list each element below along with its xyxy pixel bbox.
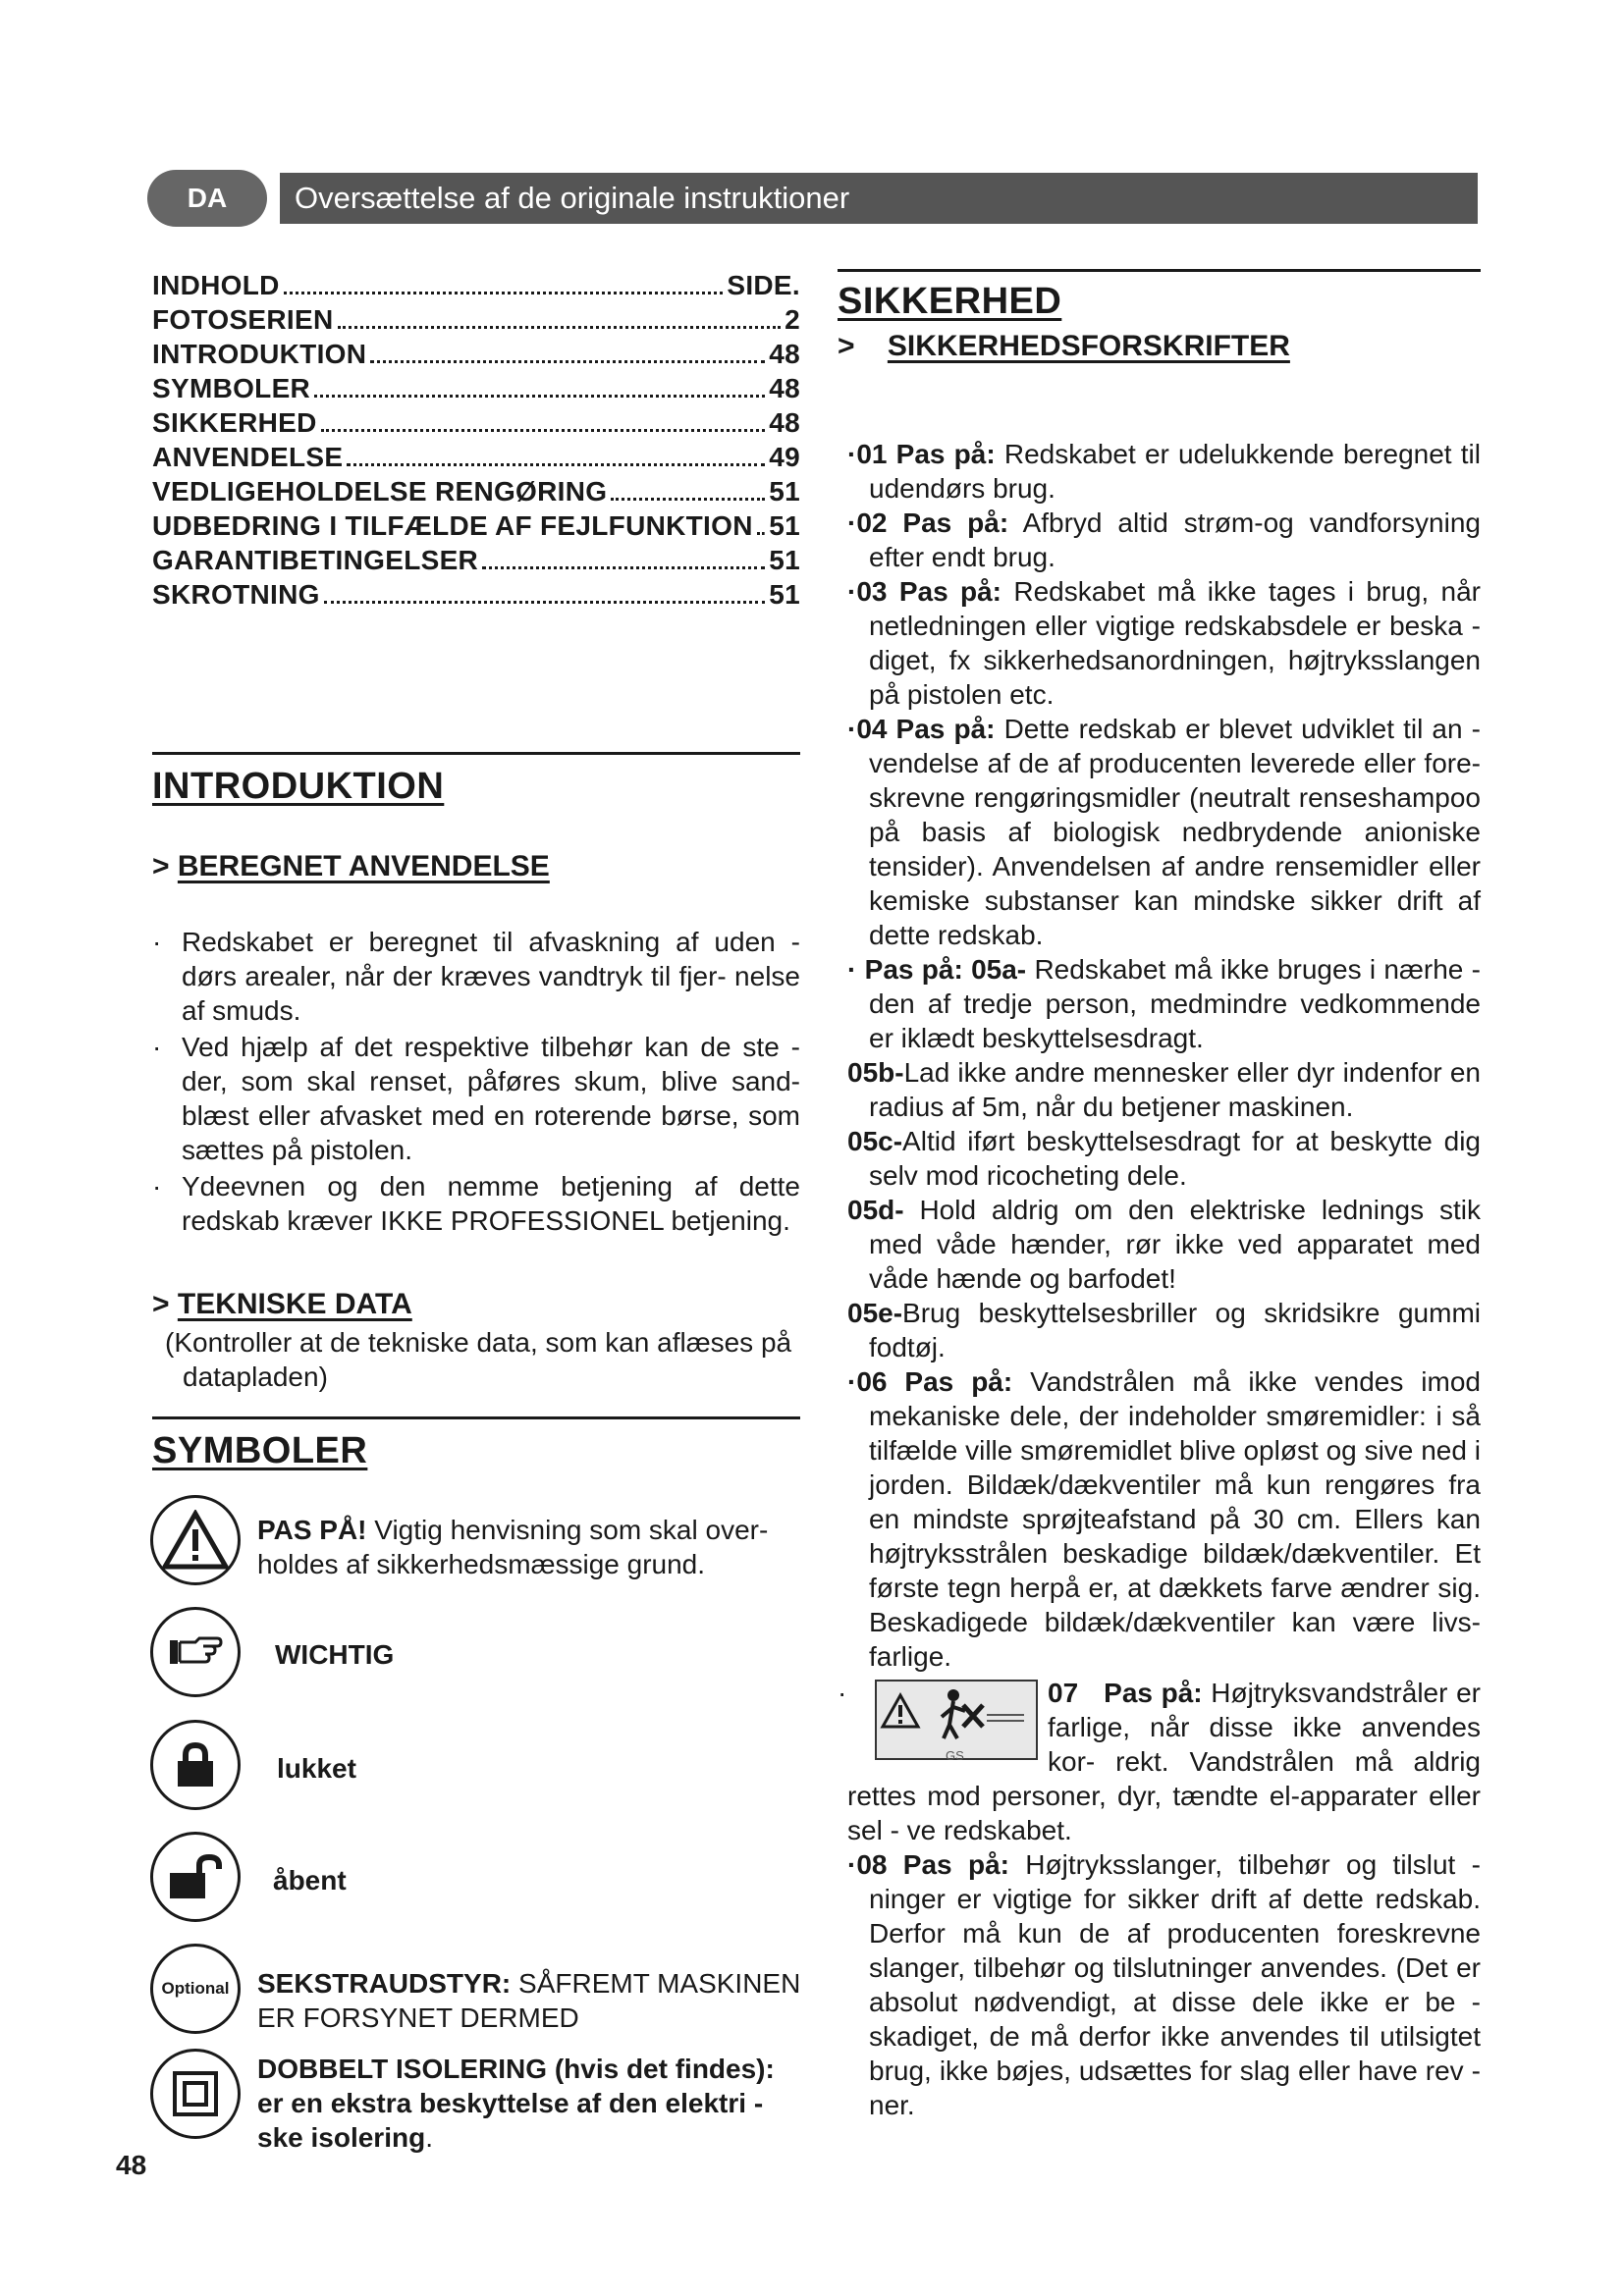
toc-label: FOTOSERIEN: [152, 304, 334, 335]
page-number: 48: [116, 2150, 147, 2180]
toc-row: [152, 407, 800, 442]
symbols-heading: SYMBOLER: [152, 1430, 368, 1471]
pointing-hand-icon: [150, 1607, 241, 1697]
safety-item: ·01 Pas på: Redskabet er udelukkende beregnet til udendørs brug.: [847, 439, 1481, 504]
water-jet-danger-pictogram: GS: [875, 1680, 1038, 1760]
toc-row: [152, 373, 800, 407]
toc-row: [152, 510, 800, 545]
header-title: Oversættelse af de originale instruktioner: [295, 181, 850, 215]
symbol-wichtig-label: WICHTIG: [275, 1639, 395, 1670]
toc-label: SIKKERHED: [152, 407, 317, 438]
toc-leader: [757, 532, 766, 535]
toc-row: [152, 442, 800, 476]
toc-row: [152, 545, 800, 579]
bullet-dot: ·: [152, 1032, 162, 1062]
toc-row: [152, 270, 800, 304]
toc-page: 48: [769, 373, 800, 403]
toc-row: [152, 476, 800, 510]
toc-leader: [284, 292, 724, 294]
toc-leader: [338, 326, 782, 329]
toc-page: 48: [769, 407, 800, 438]
toc-leader: [324, 601, 766, 604]
toc-row: [152, 339, 800, 373]
toc-label: UDBEDRING I TILFÆLDE AF FEJLFUNKTION: [152, 510, 753, 541]
list-item: · Ydeevnen og den nemme betjening af dette redskab kræver IKKE PROFESSIONEL betjening.: [152, 1171, 800, 1236]
intro-subheading: > BEREGNET ANVENDELSE: [152, 850, 550, 882]
section-rule: [152, 752, 800, 755]
list-item: · Redskabet er beregnet til afvaskning af uden - dørs arealer, når der kræves vandtryk til fjer- nelse af smuds.: [152, 927, 800, 1026]
safety-item-07: · GS 07 Pas på: Højtryksvandstråler er farlige, når disse ikke anvendes kor- rekt. Vandstrålen må aldrig rettes mod personer, dyr, tændte el-apparater eller sel - ve redskabet.: [838, 1678, 1481, 1845]
toc-label: VEDLIGEHOLDELSE RENGØRING: [152, 476, 608, 507]
toc-label: INDHOLD: [152, 270, 280, 300]
tech-data-subheading: > TEKNISKE DATA: [152, 1288, 412, 1320]
toc-row: [152, 304, 800, 339]
bullet-dot: ·: [152, 1171, 162, 1201]
safety-list: [838, 437, 1481, 2122]
toc-leader: [314, 395, 765, 398]
safety-subheading: > SIKKERHEDSFORSKRIFTER: [838, 330, 1290, 362]
tech-data-note: (Kontroller at de tekniske data, som kan aflæses på datapladen): [165, 1327, 792, 1392]
safety-item: · Pas på: 05a- Redskabet må ikke bruges i nærhe - den af tredje person, medmindre vedkommende er iklædt beskyttelsesdragt.: [847, 954, 1481, 1053]
toc-label: GARANTIBETINGELSER: [152, 545, 479, 575]
safety-subitem: 05b-Lad ikke andre mennesker eller dyr indenfor en radius af 5m, når du betjener maskinen.: [847, 1057, 1481, 1122]
toc-page: 51: [769, 579, 800, 610]
bullet-dot: ·: [152, 927, 162, 957]
symbol-locked-label: lukket: [277, 1753, 356, 1784]
intro-bullets: [152, 925, 800, 1240]
safety-subitem: 05c-Altid iført beskyttelsesdragt for at beskytte dig selv mod ricocheting dele.: [847, 1126, 1481, 1191]
optional-icon: Optional: [150, 1944, 241, 2034]
safety-item-06: ·06 Pas på: Vandstrålen må ikke vendes imod mekaniske dele, der indeholder smøremidler: i så tilfælde ville smøremidlet blive opløst og sive ned i jorden. Bildæk/dækventiler må kun rengøres fra en mindste sprøjteafstand på 30 cm. Ellers kan højtryksstrålen beskadige bildæk/dækventiler. Et første tegn herpå er, at dækkets farve ændrer sig. Beskadigede bildæk/dækventiler kan være livs- farlige.: [847, 1366, 1481, 1672]
toc-leader: [347, 463, 765, 466]
toc-label: SYMBOLER: [152, 373, 311, 403]
toc-page: 2: [785, 304, 800, 335]
toc-page: 51: [769, 476, 800, 507]
toc-page: SIDE.: [727, 270, 800, 300]
toc-leader: [482, 566, 765, 569]
symbol-open-label: åbent: [273, 1865, 347, 1896]
list-item: · Ved hjælp af det respektive tilbehør kan de ste - der, som skal renset, påføres skum, blive sand- blæst eller afvasket med en roterende børse, som sættes på pistolen.: [152, 1032, 800, 1165]
safety-heading: SIKKERHED: [838, 281, 1062, 322]
section-rule: [152, 1416, 800, 1419]
intro-heading: INTRODUKTION: [152, 766, 445, 807]
toc-row: [152, 579, 800, 614]
symbol-optional-text: SEKSTRAUDSTYR: SÅFREMT MASKINEN ER FORSYNET DERMED: [257, 1968, 801, 2033]
warning-triangle-icon: [150, 1495, 241, 1585]
symbol-warning-text: PAS PÅ! Vigtig henvisning som skal over- holdes af sikkerhedsmæssige grund.: [257, 1515, 769, 1579]
table-of-contents: [152, 270, 800, 614]
safety-item: ·02 Pas på: Afbryd altid strøm-og vandforsyning efter endt brug.: [847, 507, 1481, 572]
toc-page: 49: [769, 442, 800, 472]
toc-label: SKROTNING: [152, 579, 320, 610]
safety-subitem: 05d- Hold aldrig om den elektriske lednings stik med våde hænder, rør ikke ved apparatet med våde hænde og barfodet!: [847, 1195, 1481, 1294]
safety-item: ·04 Pas på: Dette redskab er blevet udviklet til an - vendelse af de af producenten leverede eller fore- skrevne rengøringsmidler (neutralt renseshampoo på basis af biologisk nedbrydende anioniske tensider). Anvendelsen af andre rensemidler eller kemiske substanser kan mindske sikker drift af dette redskab.: [847, 714, 1481, 950]
toc-leader: [370, 360, 765, 363]
language-badge: DA: [147, 170, 267, 227]
symbol-double-insulation-text: DOBBELT ISOLERING (hvis det findes): er en ekstra beskyttelse af den elektri - ske isolering.: [257, 2054, 775, 2153]
toc-page: 48: [769, 339, 800, 369]
safety-item: ·03 Pas på: Redskabet må ikke tages i brug, når netledningen eller vigtige redskabsdele er beska - diget, fx sikkerhedsanordningen, højtryksslangen på pistolen etc.: [847, 576, 1481, 710]
section-rule: [838, 269, 1481, 272]
double-insulation-icon: [150, 2049, 241, 2139]
safety-subitem: 05e-Brug beskyttelsesbriller og skridsikre gummi fodtøj.: [847, 1298, 1481, 1362]
toc-page: 51: [769, 510, 800, 541]
safety-item-08: ·08 Pas på: Højtryksslanger, tilbehør og tilslut - ninger er vigtige for sikker drift af dette redskab. Derfor må kun de af producenten foreskrevne slanger, tilbehør og tilslutninger anvendes. (Det er absolut nødvendigt, at disse dele ikke er be - skadiget, de må derfor ikke anvendes til utilsigtet brug, ikke bøjes, udsættes for slag eller have rev - ner.: [847, 1849, 1481, 2120]
toc-label: INTRODUKTION: [152, 339, 367, 369]
lock-open-icon: [150, 1832, 241, 1922]
toc-label: ANVENDELSE: [152, 442, 344, 472]
toc-page: 51: [769, 545, 800, 575]
toc-leader: [321, 429, 766, 432]
lock-closed-icon: [150, 1720, 241, 1810]
toc-leader: [611, 498, 765, 501]
